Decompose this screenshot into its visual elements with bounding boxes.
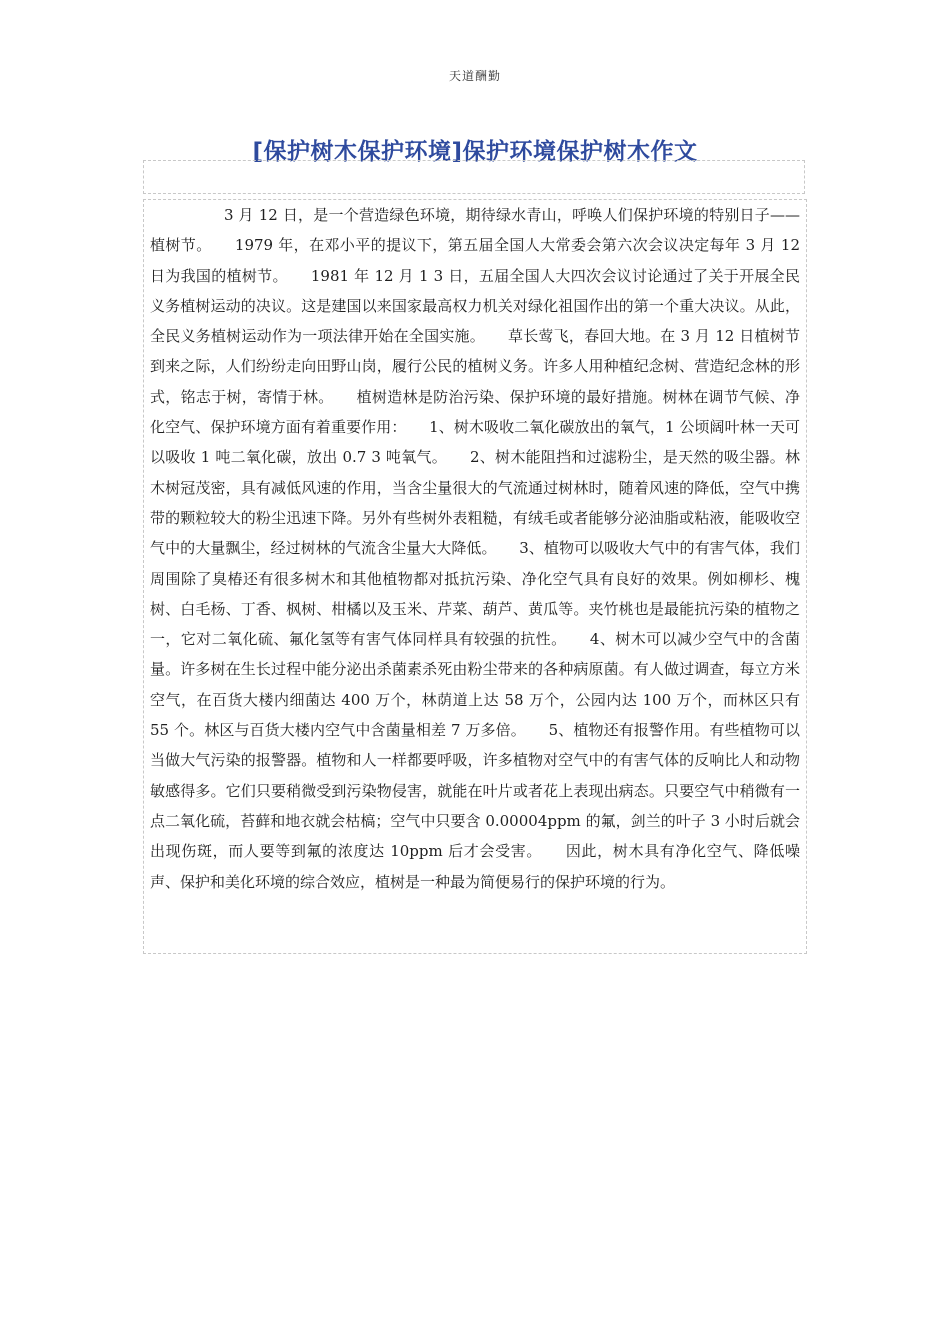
article-body: 3 月 12 日，是一个营造绿色环境，期待绿水青山，呼唤人们保护环境的特别日子——植树节。 1979 年，在邓小平的提议下，第五届全国人大常委会第六次会议决定每年 3 月 12 日为我国的植树节。 1981 年 12 月 1 3 日，五届全国人大四次会议讨论通过了关于开展全民义务植树运动的决议。这是建国以来国家最高权力机关对绿化祖国作出的第一个重大决议。从此，全民义务植树运动作为一项法律开始在全国实施。 草长莺飞，春回大地。在 3 月 12 日植树节到来之际，人们纷纷走向田野山岗，履行公民的植树义务。许多人用种植纪念树、营造纪念林的形式，铭志于树，寄情于林。 植树造林是防治污染、保护环境的最好措施。树林在调节气候、净化空气、保护环境方面有着重要作用： 1、树木吸收二氧化碳放出的氧气，1 公顷阔叶林一天可以吸收 1 吨二氧化碳，放出 0.7 3 吨氧气。 2、树木能阻挡和过滤粉尘，是天然的吸尘器。林木树冠茂密，具有减低风速的作用，当含尘量很大的气流通过树林时，随着风速的降低，空气中携带的颗粒较大的粉尘迅速下降。另外有些树外表粗糙，有绒毛或者能够分泌油脂或粘液，能吸收空气中的大量飘尘，经过树林的气流含尘量大大降低。 3、植物可以吸收大气中的有害气体，我们周围除了臭椿还有很多树木和其他植物都对抵抗污染、净化空气具有良好的效果。例如柳杉、槐树、白毛杨、丁香、枫树、柑橘以及玉米、芹菜、葫芦、黄瓜等。夹竹桃也是最能抗污染的植物之一，它对二氧化硫、氟化氢等有害气体同样具有较强的抗性。 4、树木可以减少空气中的含菌量。许多树在生长过程中能分泌出杀菌素杀死由粉尘带来的各种病原菌。有人做过调查，每立方米空气，在百货大楼内细菌达 400 万个，林荫道上达 58 万个，公园内达 100 万个，而林区只有 55 个。林区与百货大楼内空气中含菌量相差 7 万多倍。 5、植物还有报警作用。有些植物可以当做大气污染的报警器。植物和人一样都要呼吸，许多植物对空气中的有害气体的反响比人和动物敏感得多。它们只要稍微受到污染物侵害，就能在叶片或者花上表现出病态。只要空气中稍微有一点二氧化硫，苔藓和地衣就会枯槁；空气中只要含 0.00004ppm 的氟，剑兰的叶子 3 小时后就会出现伤斑，而人要等到氟的浓度达 10ppm 后才会受害。 因此，树木具有净化空气、降低噪声、保护和美化环境的综合效应，植树是一种最为简便易行的保护环境的行为。	[150, 206, 800, 891]
blank-frame	[143, 160, 805, 194]
document-title: [保护树木保护环境]保护环境保护树木作文	[252, 139, 698, 165]
header-watermark: 天道酬勤	[448, 69, 501, 83]
article-frame	[143, 199, 807, 954]
